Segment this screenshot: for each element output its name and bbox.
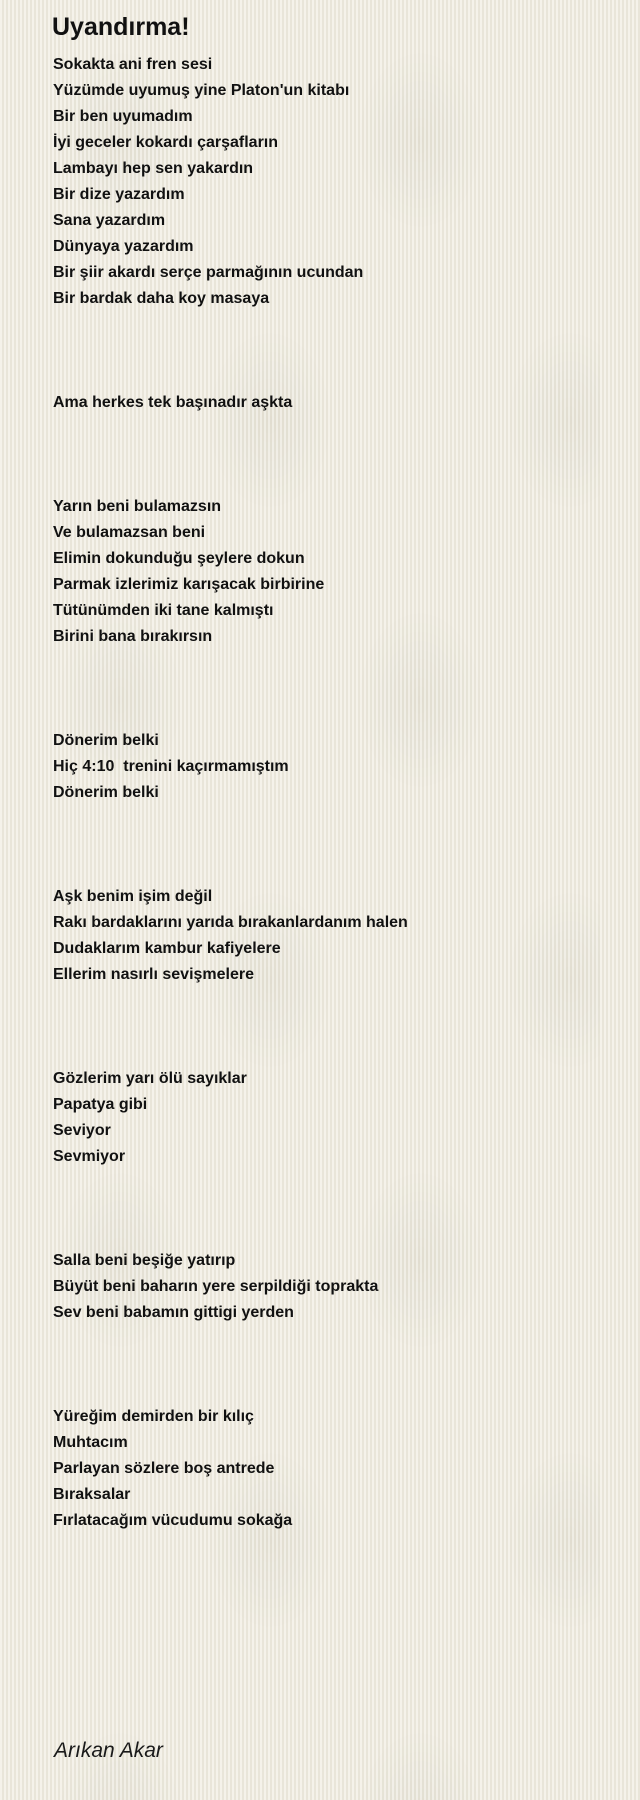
poem-line: Bir ben uyumadım <box>53 108 193 125</box>
poem-line: Yüreğim demirden bir kılıç <box>53 1408 254 1425</box>
poem-line: Dönerim belki <box>53 732 159 749</box>
poem-line: Sevmiyor <box>53 1148 126 1165</box>
poem-body <box>53 52 613 1534</box>
poem-line: Yüzümde uyumuş yine Platon'un kitabı <box>53 82 350 99</box>
poem-line: Ve bulamazsan beni <box>53 524 206 541</box>
poem-line: Salla beni beşiğe yatırıp <box>53 1252 236 1269</box>
poem-line: Birini bana bırakırsın <box>53 628 213 645</box>
poem-line: Papatya gibi <box>53 1096 148 1113</box>
poem-line: Bir bardak daha koy masaya <box>53 290 270 307</box>
poem-line: Gözlerim yarı ölü sayıklar <box>53 1070 247 1087</box>
poem-line: Bir dize yazardım <box>53 186 185 203</box>
poem-line: Bir şiir akardı serçe parmağının ucundan <box>53 264 364 281</box>
poem-line: Lambayı hep sen yakardın <box>53 160 254 177</box>
poem-author: Arıkan Akar <box>54 1739 163 1762</box>
poem-line: Büyüt beni baharın yere serpildiği toprakta <box>53 1278 379 1295</box>
poem-line: Hiç 4:10 trenini kaçırmamıştım <box>53 758 289 775</box>
stanza <box>53 52 613 312</box>
stanza <box>53 884 613 988</box>
poem-line: Rakı bardaklarını yarıda bırakanlardanım halen <box>53 914 408 931</box>
poem-line: Yarın beni bulamazsın <box>53 498 222 515</box>
poem-line: Fırlatacağım vücudumu sokağa <box>53 1512 293 1529</box>
poem-line: Dudaklarım kambur kafiyelere <box>53 940 281 957</box>
poem-title: Uyandırma! <box>52 13 190 41</box>
poem-line: Seviyor <box>53 1122 111 1139</box>
poem-line: Sokakta ani fren sesi <box>53 56 213 73</box>
poem-line: Sev beni babamın gittigi yerden <box>53 1304 294 1321</box>
poem-line: Parlayan sözlere boş antrede <box>53 1460 275 1477</box>
poem-line: Parmak izlerimiz karışacak birbirine <box>53 576 325 593</box>
stanza <box>53 494 613 650</box>
poem-line: Muhtacım <box>53 1434 128 1451</box>
poem-line: Tütünümden iki tane kalmıştı <box>53 602 274 619</box>
poem-line: Bıraksalar <box>53 1486 131 1503</box>
stanza <box>53 1404 613 1534</box>
poem-line: Ama herkes tek başınadır aşkta <box>53 394 293 411</box>
poem-line: Dönerim belki <box>53 784 159 801</box>
poem-line: İyi geceler kokardı çarşafların <box>53 134 279 151</box>
stanza <box>53 1248 613 1326</box>
stanza <box>53 1066 613 1170</box>
poem-line: Sana yazardım <box>53 212 166 229</box>
poem-line: Aşk benim işim değil <box>53 888 213 905</box>
poem-line: Ellerim nasırlı sevişmelere <box>53 966 255 983</box>
poem-line: Dünyaya yazardım <box>53 238 194 255</box>
stanza <box>53 390 613 416</box>
stanza <box>53 728 613 806</box>
poem-line: Elimin dokunduğu şeylere dokun <box>53 550 305 567</box>
